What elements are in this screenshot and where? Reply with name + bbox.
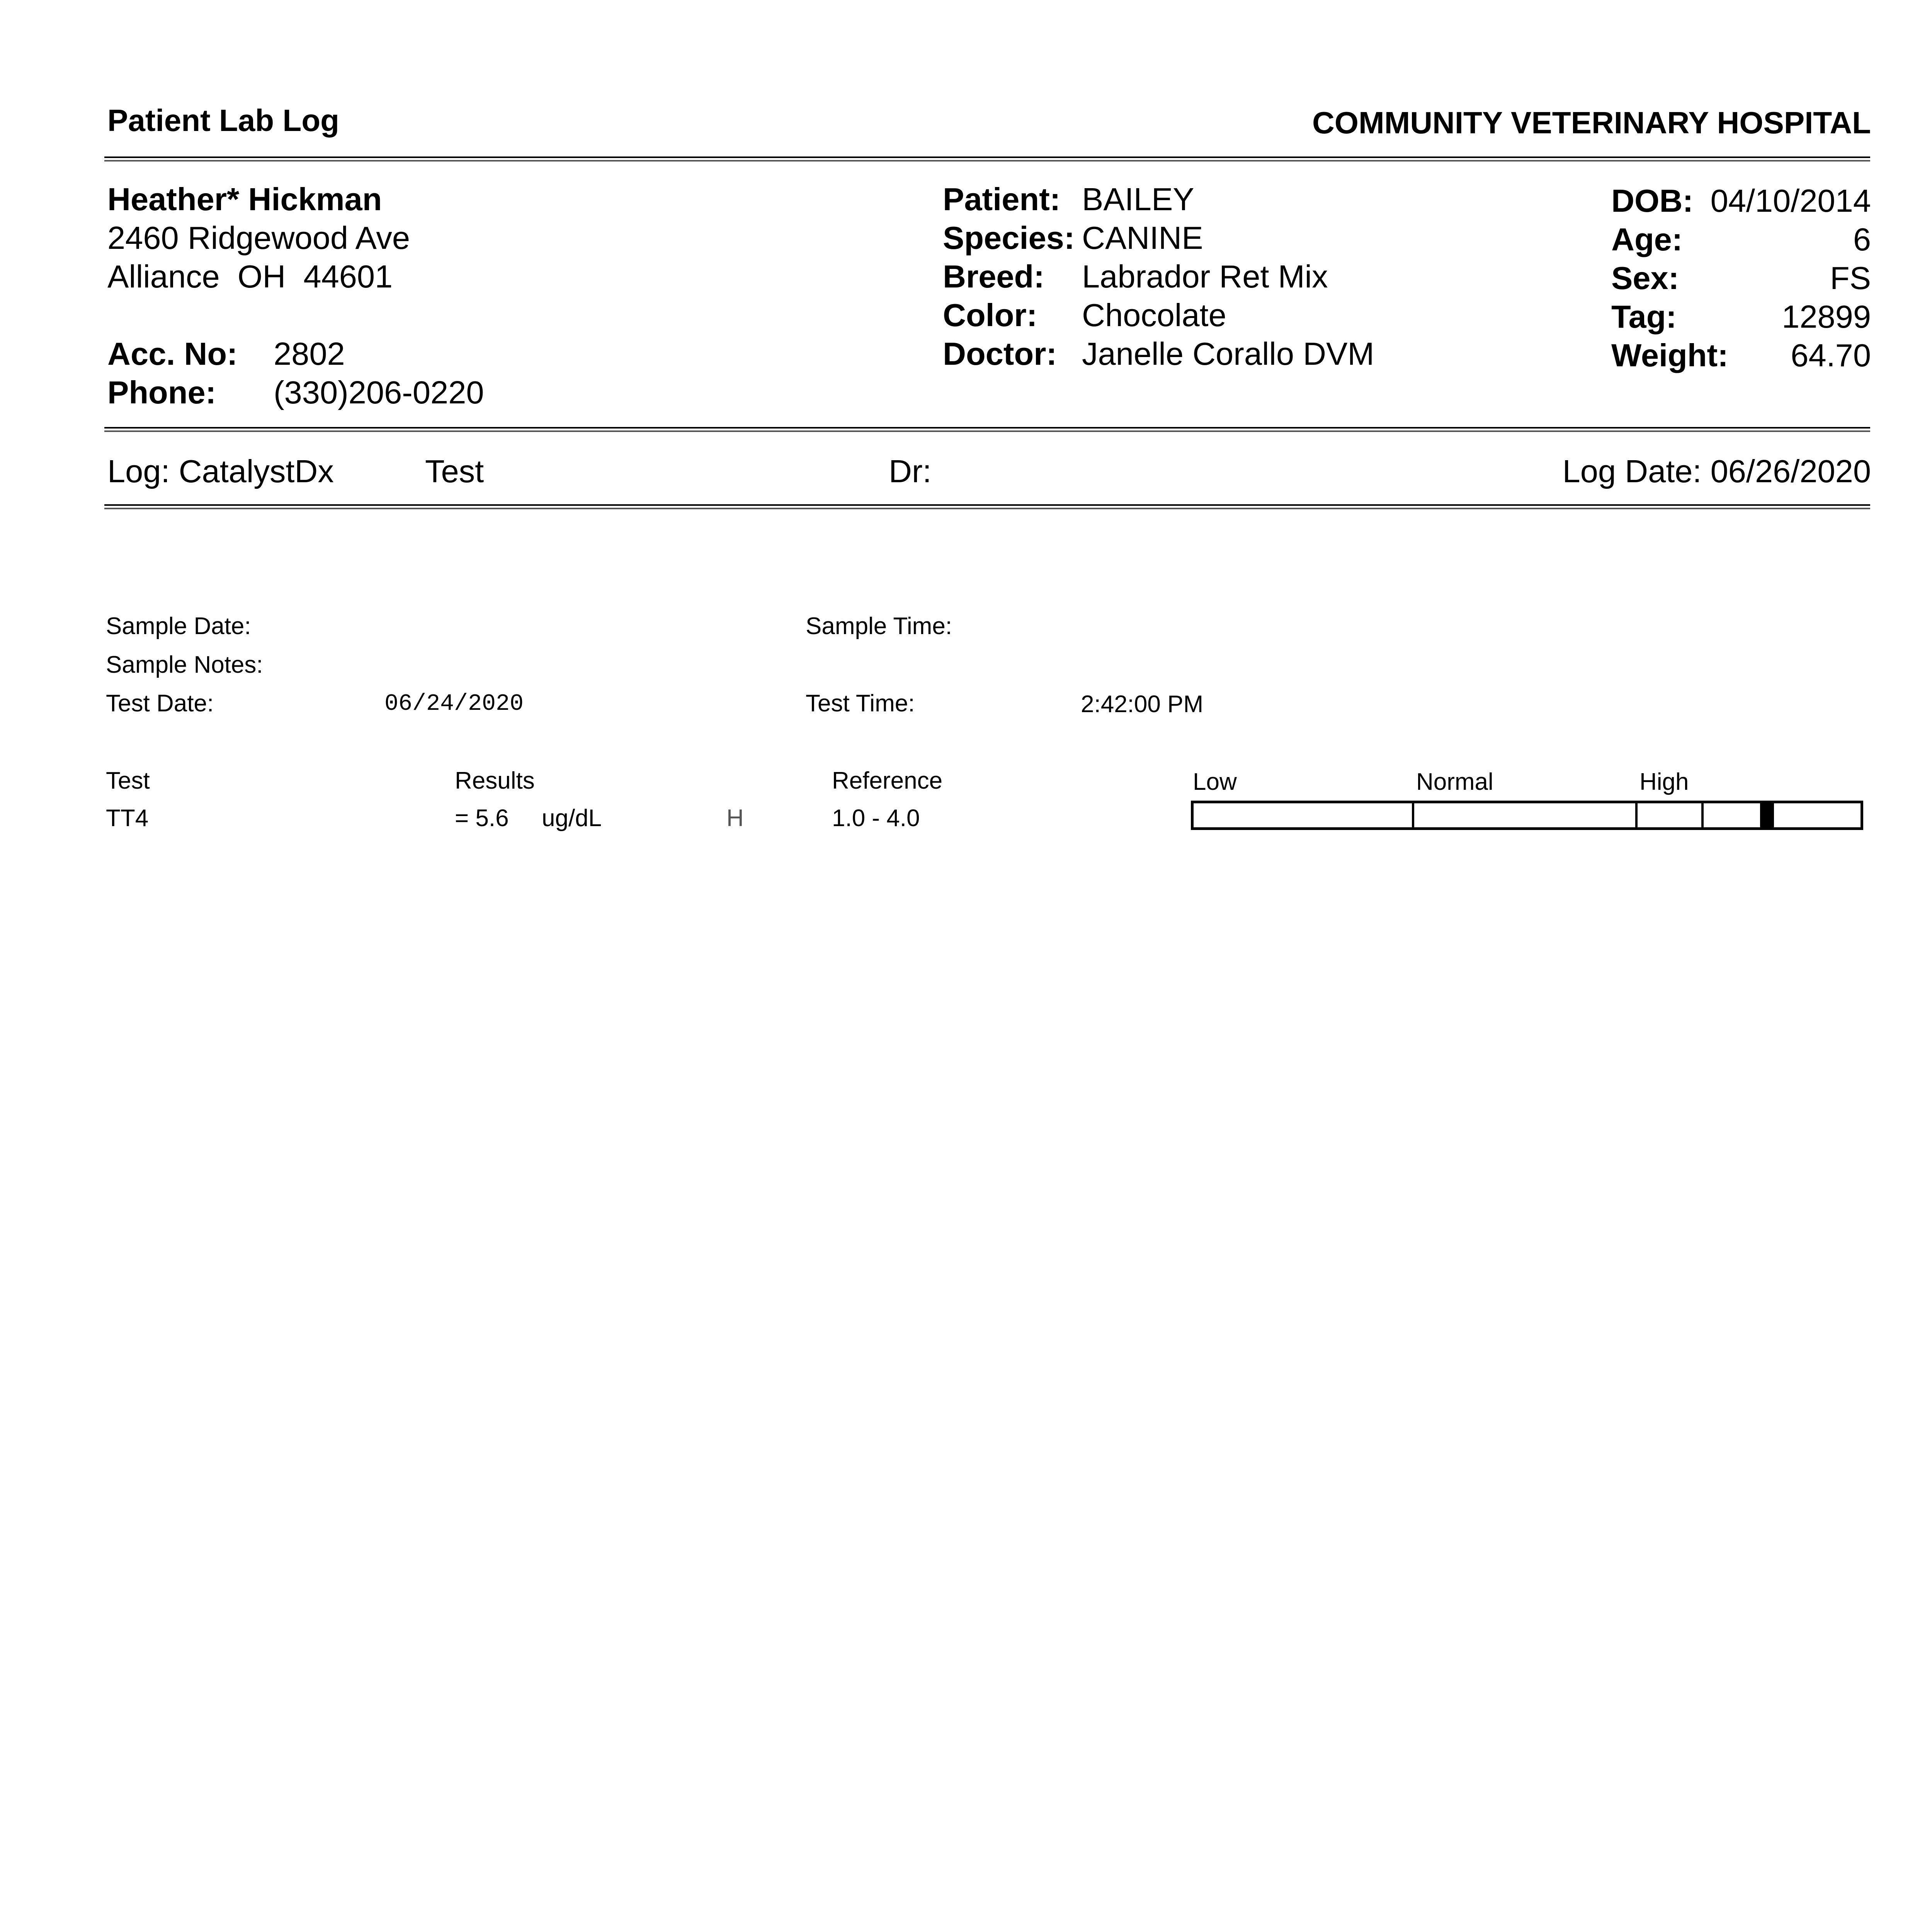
patient-value: BAILEY: [1082, 181, 1194, 217]
column-header-normal: Normal: [1416, 769, 1493, 795]
range-divider-normal-high: [1635, 803, 1638, 827]
sample-date-label: Sample Date:: [106, 613, 251, 639]
result-reference-range: 1.0 - 4.0: [832, 805, 920, 832]
log-divider: [104, 504, 1870, 506]
tag-label: Tag:: [1611, 299, 1677, 335]
info-divider: [104, 427, 1870, 429]
doctor-value: Janelle Corallo DVM: [1082, 336, 1374, 372]
result-value: = 5.6: [455, 805, 509, 832]
test-time-label: Test Time:: [806, 690, 915, 717]
range-marker: [1760, 803, 1774, 827]
sample-notes-label: Sample Notes:: [106, 651, 263, 678]
tag-value: 12899: [1782, 299, 1871, 335]
dob-value: 04/10/2014: [1710, 183, 1871, 219]
column-header-low: Low: [1193, 769, 1237, 795]
test-time-value: 2:42:00 PM: [1081, 691, 1204, 718]
color-value: Chocolate: [1082, 297, 1226, 333]
sample-time-label: Sample Time:: [806, 613, 952, 639]
column-header-high: High: [1639, 769, 1689, 795]
dob-label: DOB:: [1611, 183, 1694, 219]
range-indicator-bar: [1191, 801, 1863, 830]
result-unit: ug/dL: [542, 805, 602, 832]
account-number-label: Acc. No:: [107, 336, 238, 372]
log-doctor-label: Dr:: [889, 453, 932, 489]
species-label: Species:: [943, 220, 1075, 256]
test-date-value: 06/24/2020: [384, 691, 524, 717]
range-divider-low-normal: [1412, 803, 1414, 827]
column-header-reference: Reference: [832, 767, 943, 794]
result-test-name: TT4: [106, 805, 149, 832]
sex-value: FS: [1830, 260, 1871, 296]
weight-label: Weight:: [1611, 337, 1728, 373]
hospital-name: COMMUNITY VETERINARY HOSPITAL: [1312, 105, 1871, 140]
breed-value: Labrador Ret Mix: [1082, 259, 1328, 294]
range-divider-high-inner: [1701, 803, 1704, 827]
species-value: CANINE: [1082, 220, 1203, 256]
doctor-label: Doctor:: [943, 336, 1057, 372]
test-date-label: Test Date:: [106, 690, 214, 717]
color-label: Color:: [943, 297, 1037, 333]
log-type: Test: [425, 453, 484, 489]
breed-label: Breed:: [943, 259, 1044, 294]
result-flag: H: [726, 805, 744, 832]
account-number-value: 2802: [274, 336, 345, 372]
patient-label: Patient:: [943, 181, 1061, 217]
age-label: Age:: [1611, 221, 1683, 257]
weight-value: 64.70: [1791, 337, 1871, 373]
client-address-line2: Alliance OH 44601: [107, 259, 393, 294]
document-title: Patient Lab Log: [107, 103, 339, 138]
phone-label: Phone:: [107, 374, 216, 410]
age-value: 6: [1853, 221, 1871, 257]
phone-value: (330)206-0220: [274, 374, 484, 410]
column-header-results: Results: [455, 767, 535, 794]
client-address-line1: 2460 Ridgewood Ave: [107, 220, 410, 256]
client-name: Heather* Hickman: [107, 181, 382, 217]
log-date: Log Date: 06/26/2020: [1562, 453, 1871, 489]
sex-label: Sex:: [1611, 260, 1679, 296]
header-divider: [104, 156, 1870, 158]
column-header-test: Test: [106, 767, 150, 794]
log-name: Log: CatalystDx: [107, 453, 334, 489]
